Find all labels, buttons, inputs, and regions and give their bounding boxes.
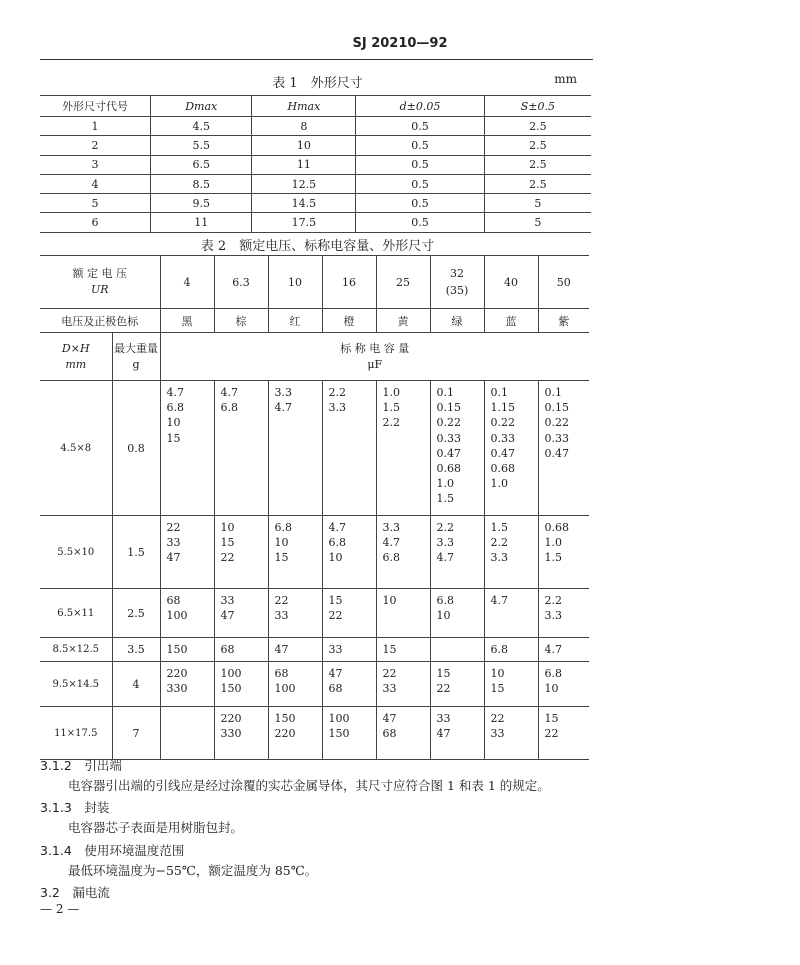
table1-row: [40, 174, 591, 193]
section-heading: [40, 798, 109, 816]
section-title: 使用环境温度范围: [84, 843, 185, 858]
table2-row: [40, 516, 589, 589]
table1-cell: 0.5: [356, 155, 484, 174]
capacitance-cell: 3.3 4.7 6.8: [376, 516, 430, 589]
section-number: 3.1.2: [40, 758, 72, 773]
table2-body: [40, 381, 589, 760]
header-cell: S±0.5: [484, 96, 591, 117]
capacitance-cell: 1.0 1.5 2.2: [376, 381, 430, 516]
capacitance-cell: 15 22: [322, 589, 376, 638]
color-cell: 蓝: [484, 309, 538, 333]
voltage-cell: 10: [268, 256, 322, 309]
table1-cell: 6.5: [151, 155, 252, 174]
table1-caption-row: [40, 72, 595, 90]
capacitance-cell: 3.3 4.7: [268, 381, 322, 516]
table1-cell: 4.5: [151, 117, 252, 136]
table1-row: [40, 213, 591, 232]
section-text: 最低环境温度为−55℃，额定温度为 85℃。: [68, 863, 318, 878]
param-header-row: [40, 333, 589, 381]
capacitance-cell: 6.8 10: [430, 589, 484, 638]
table1-cell: 2: [40, 136, 151, 155]
voltage-cell: 32 (35): [430, 256, 484, 309]
table1-cell: 5: [484, 194, 591, 213]
table1-row: [40, 155, 591, 174]
capacitance-cell: 22 33: [484, 707, 538, 760]
capacitance-cell: 47 68: [322, 662, 376, 707]
weight-cell: 3.5: [112, 638, 160, 662]
table1-cell: 6: [40, 213, 151, 232]
size-header: D×H mm: [40, 333, 112, 381]
table2-ratings: [40, 255, 589, 760]
capacitance-cell: 2.2 3.3 4.7: [430, 516, 484, 589]
section-number: 3.1.4: [40, 843, 72, 858]
weight-cell: 2.5: [112, 589, 160, 638]
table1-cell: 2.5: [484, 155, 591, 174]
size-cell: 5.5×10: [40, 516, 112, 589]
voltage-cell: 4: [160, 256, 214, 309]
capacitance-cell: 47: [268, 638, 322, 662]
size-cell: 6.5×11: [40, 589, 112, 638]
voltage-cell: 16: [322, 256, 376, 309]
capacitance-cell: 33: [322, 638, 376, 662]
table1-cell: 5: [40, 194, 151, 213]
table1-cell: 2.5: [484, 174, 591, 193]
capacitance-cell: 6.8 10: [538, 662, 589, 707]
capacitance-cell: 33 47: [214, 589, 268, 638]
table1-cell: 0.5: [356, 117, 484, 136]
capacitance-cell: 15 22: [430, 662, 484, 707]
section-title: 封装: [84, 800, 110, 815]
capacitance-cell: 10 15: [484, 662, 538, 707]
capacitance-cell: 2.2 3.3: [538, 589, 589, 638]
table1-cell: 1: [40, 117, 151, 136]
color-row: [40, 309, 589, 333]
weight-cell: 7: [112, 707, 160, 760]
section-heading: [40, 883, 110, 901]
capacitance-cell: [430, 638, 484, 662]
color-cell: 黑: [160, 309, 214, 333]
section-number: 3.1.3: [40, 800, 72, 815]
table1-cell: 0.5: [356, 194, 484, 213]
table1-cell: 9.5: [151, 194, 252, 213]
voltage-symbol: UR: [90, 283, 109, 296]
capacitance-cell: 33 47: [430, 707, 484, 760]
capacitance-cell: 150: [160, 638, 214, 662]
size-cell: 8.5×12.5: [40, 638, 112, 662]
voltage-cell: 25: [376, 256, 430, 309]
table1-header-row: [40, 96, 591, 117]
table1-cell: 0.5: [356, 174, 484, 193]
weight-cell: 4: [112, 662, 160, 707]
table1-cell: 8: [252, 117, 356, 136]
table1-cell: 4: [40, 174, 151, 193]
capacitance-cell: 68 100: [160, 589, 214, 638]
capacitance-cell: 4.7 6.8 10 15: [160, 381, 214, 516]
weight-header: 最大重量 g: [112, 333, 160, 381]
header-rule: [40, 59, 593, 60]
capacitance-cell: 100 150: [214, 662, 268, 707]
header-cell: Hmax: [252, 96, 356, 117]
capacitance-header: 标 称 电 容 量 μF: [160, 333, 589, 381]
color-cell: 黄: [376, 309, 430, 333]
capacitance-cell: 150 220: [268, 707, 322, 760]
table1-row: [40, 194, 591, 213]
capacitance-cell: 22 33: [268, 589, 322, 638]
page-number: — 2 —: [40, 902, 80, 916]
weight-cell: 0.8: [112, 381, 160, 516]
table1-cell: 11: [151, 213, 252, 232]
table1-row: [40, 136, 591, 155]
weight-cell: 1.5: [112, 516, 160, 589]
color-cell: 橙: [322, 309, 376, 333]
capacitance-cell: 4.7 6.8 10: [322, 516, 376, 589]
capacitance-cell: 4.7 6.8: [214, 381, 268, 516]
table2-row: [40, 381, 589, 516]
table1-unit: mm: [554, 72, 577, 86]
capacitance-cell: 6.8: [484, 638, 538, 662]
table1-cell: 2.5: [484, 136, 591, 155]
table1-cell: 8.5: [151, 174, 252, 193]
table1-cell: 0.5: [356, 136, 484, 155]
table1-cell: 14.5: [252, 194, 356, 213]
color-cell: 红: [268, 309, 322, 333]
table2-caption: 表 2 额定电压、标称电容量、外形尺寸: [200, 239, 435, 254]
capacitance-cell: 10: [376, 589, 430, 638]
section-heading: [40, 756, 122, 774]
voltage-label-cell: [40, 256, 160, 309]
section-text: 电容器芯子表面是用树脂包封。: [68, 820, 244, 835]
color-label: 电压及正极色标: [40, 309, 160, 333]
size-cell: 11×17.5: [40, 707, 112, 760]
capacitance-cell: 10 15 22: [214, 516, 268, 589]
color-cell: 绿: [430, 309, 484, 333]
section-text: 电容器引出端的引线应是经过涂覆的实芯金属导体，其尺寸应符合图 1 和表 1 的规定。: [68, 778, 550, 793]
document-header: SJ 20210—92: [352, 36, 448, 51]
section-title: 漏电流: [72, 885, 110, 900]
table1-body: [40, 117, 591, 233]
table1-cell: 2.5: [484, 117, 591, 136]
table1-cell: 0.5: [356, 213, 484, 232]
capacitance-cell: [160, 707, 214, 760]
header-cell: d±0.05: [356, 96, 484, 117]
capacitance-cell: 2.2 3.3: [322, 381, 376, 516]
table1-outline-dimensions: [40, 95, 591, 233]
capacitance-cell: 0.1 1.15 0.22 0.33 0.47 0.68 1.0: [484, 381, 538, 516]
capacitance-cell: 0.1 0.15 0.22 0.33 0.47 0.68 1.0 1.5: [430, 381, 484, 516]
capacitance-cell: 220 330: [160, 662, 214, 707]
capacitance-cell: 47 68: [376, 707, 430, 760]
table2-row: [40, 589, 589, 638]
capacitance-cell: 15 22: [538, 707, 589, 760]
table1-caption: 表 1 外形尺寸: [272, 76, 363, 91]
table1-cell: 17.5: [252, 213, 356, 232]
capacitance-cell: 0.1 0.15 0.22 0.33 0.47: [538, 381, 589, 516]
size-cell: 9.5×14.5: [40, 662, 112, 707]
voltage-cell: 40: [484, 256, 538, 309]
header-cell: 外形尺寸代号: [40, 96, 151, 117]
table1-cell: 11: [252, 155, 356, 174]
capacitance-cell: 4.7: [538, 638, 589, 662]
table2-row: [40, 662, 589, 707]
table1-cell: 5.5: [151, 136, 252, 155]
capacitance-cell: 22 33 47: [160, 516, 214, 589]
voltage-cell: 50: [538, 256, 589, 309]
table1-row: [40, 117, 591, 136]
table1-cell: 3: [40, 155, 151, 174]
capacitance-cell: 15: [376, 638, 430, 662]
table1-cell: 5: [484, 213, 591, 232]
header-cell: Dmax: [151, 96, 252, 117]
table1-cell: 12.5: [252, 174, 356, 193]
capacitance-cell: 0.68 1.0 1.5: [538, 516, 589, 589]
table2-row: [40, 638, 589, 662]
capacitance-cell: 4.7: [484, 589, 538, 638]
capacitance-cell: 22 33: [376, 662, 430, 707]
table2-row: [40, 707, 589, 760]
size-cell: 4.5×8: [40, 381, 112, 516]
capacitance-cell: 68 100: [268, 662, 322, 707]
capacitance-cell: 6.8 10 15: [268, 516, 322, 589]
capacitance-cell: 220 330: [214, 707, 268, 760]
color-cell: 紫: [538, 309, 589, 333]
voltage-row: [40, 256, 589, 309]
color-cell: 棕: [214, 309, 268, 333]
capacitance-cell: 100 150: [322, 707, 376, 760]
capacitance-cell: 68: [214, 638, 268, 662]
section-heading: [40, 841, 184, 859]
table1-cell: 10: [252, 136, 356, 155]
voltage-cell: 6.3: [214, 256, 268, 309]
section-number: 3.2: [40, 885, 60, 900]
capacitance-cell: 1.5 2.2 3.3: [484, 516, 538, 589]
section-title: 引出端: [84, 758, 122, 773]
voltage-label: 额 定 电 压: [72, 267, 127, 280]
